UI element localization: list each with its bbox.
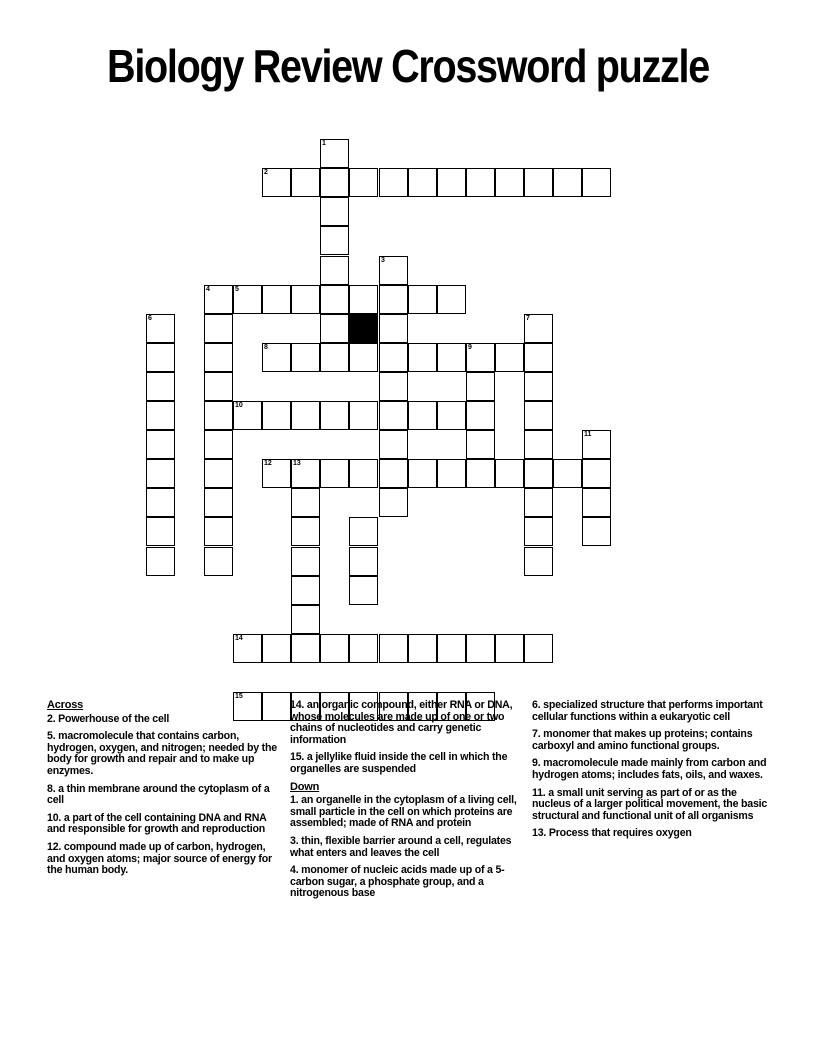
grid-cell[interactable] [524, 517, 553, 546]
grid-cell[interactable] [408, 459, 437, 488]
grid-cell[interactable] [582, 517, 611, 546]
clue-item-number: 11. [532, 786, 546, 799]
grid-cell[interactable] [320, 285, 349, 314]
grid-cell[interactable] [553, 459, 582, 488]
grid-cell[interactable] [524, 314, 553, 343]
grid-cell[interactable] [146, 314, 175, 343]
clue-item-text: a thin membrane around the cytoplasm of a cell [47, 782, 270, 807]
clue-item-text: thin, flexible barrier around a cell, regulates what enters and leaves the cell [290, 834, 512, 859]
grid-cell[interactable] [379, 343, 408, 372]
clue-number: 12 [264, 460, 272, 467]
grid-cell[interactable] [524, 168, 553, 197]
grid-cell[interactable] [408, 343, 437, 372]
grid-cell[interactable] [262, 168, 291, 197]
clue-item-number: 10. [47, 811, 62, 824]
grid-cell[interactable] [320, 314, 349, 343]
clue-item-number: 13. [532, 827, 547, 840]
grid-cell[interactable] [524, 459, 553, 488]
clue-item [532, 788, 768, 823]
grid-cell[interactable] [466, 430, 495, 459]
clue-item-text: Powerhouse of the cell [55, 712, 170, 725]
clue-item-text: macromolecule that contains carbon, hydrogen, oxygen, and nitrogen; needed by the body for growth and repair and to make up enzymes. [47, 730, 277, 777]
clue-item [290, 752, 526, 775]
grid-cell[interactable] [379, 401, 408, 430]
clue-item-text: a part of the cell containing DNA and RNA and responsible for growth and reproduction [47, 811, 267, 836]
grid-cell[interactable] [466, 634, 495, 663]
grid-cell[interactable] [291, 401, 320, 430]
clue-item [532, 828, 768, 840]
grid-cell[interactable] [437, 285, 466, 314]
grid-cell[interactable] [320, 343, 349, 372]
clue-item-text: monomer of nucleic acids made up of a 5-carbon sugar, a phosphate group, and a nitrogenous base [290, 864, 505, 900]
grid-cell[interactable] [466, 343, 495, 372]
grid-cell[interactable] [379, 256, 408, 285]
clue-item-number: 7. [532, 728, 541, 741]
clue-item-text: a small unit serving as part of or as the nucleus of a larger political movement, the basic structural and functional unit of all organisms [532, 786, 768, 822]
down-clue-list-continued [532, 700, 768, 840]
clue-item-text: Process that requires oxygen [546, 827, 692, 840]
clue-item-number: 12. [47, 840, 62, 853]
grid-cell[interactable] [582, 459, 611, 488]
grid-cell[interactable] [524, 430, 553, 459]
grid-cell[interactable] [320, 226, 349, 255]
clue-number: 1 [322, 140, 326, 147]
grid-cell[interactable] [437, 168, 466, 197]
clue-item-text: macromolecule made mainly from carbon and hydrogen atoms; includes fats, oils, and waxes. [532, 757, 767, 781]
grid-cell[interactable] [146, 547, 175, 576]
grid-cell[interactable] [320, 168, 349, 197]
grid-cell[interactable] [466, 401, 495, 430]
clue-number: 13 [293, 460, 301, 467]
grid-cell[interactable] [349, 547, 378, 576]
grid-cell[interactable] [379, 488, 408, 517]
clue-item [290, 700, 526, 746]
grid-cell[interactable] [262, 343, 291, 372]
clue-item [47, 784, 279, 807]
grid-cell[interactable] [320, 256, 349, 285]
grid-cell[interactable] [204, 285, 233, 314]
grid-cell[interactable] [320, 197, 349, 226]
grid-cell[interactable] [146, 459, 175, 488]
clue-number: 15 [235, 693, 243, 700]
grid-cell[interactable] [262, 401, 291, 430]
grid-cell[interactable] [379, 168, 408, 197]
grid-cell[interactable] [349, 634, 378, 663]
grid-cell[interactable] [349, 517, 378, 546]
grid-cell[interactable] [146, 343, 175, 372]
clue-item [290, 836, 526, 859]
grid-cell[interactable] [349, 285, 378, 314]
grid-cell[interactable] [262, 459, 291, 488]
grid-cell[interactable] [146, 488, 175, 517]
grid-cell[interactable] [408, 285, 437, 314]
grid-cell[interactable] [437, 634, 466, 663]
grid-cell[interactable] [379, 634, 408, 663]
clue-number: 5 [235, 286, 239, 293]
grid-cell[interactable] [524, 372, 553, 401]
grid-cell[interactable] [291, 634, 320, 663]
clue-item [47, 714, 279, 726]
grid-cell[interactable] [408, 168, 437, 197]
grid-cell[interactable] [204, 547, 233, 576]
grid-cell[interactable] [349, 459, 378, 488]
grid-cell[interactable] [204, 517, 233, 546]
clue-item [532, 758, 768, 781]
clue-number: 2 [264, 169, 268, 176]
grid-cell[interactable] [524, 547, 553, 576]
clue-item-number: 4. [290, 864, 299, 877]
grid-cell[interactable] [408, 401, 437, 430]
clue-number: 3 [381, 257, 385, 264]
down-clue-list [290, 795, 526, 900]
grid-cell[interactable] [379, 372, 408, 401]
down-heading: Down [290, 780, 320, 793]
grid-cell[interactable] [582, 168, 611, 197]
clue-item-number: 1. [290, 794, 299, 807]
across-clue-list [47, 714, 279, 877]
clue-item [47, 731, 279, 777]
grid-cell[interactable] [291, 168, 320, 197]
clues-column-1 [47, 700, 279, 883]
grid-cell[interactable] [582, 488, 611, 517]
grid-cell[interactable] [291, 576, 320, 605]
clue-item-number: 9. [532, 757, 541, 770]
clue-item [290, 795, 526, 830]
grid-cell[interactable] [349, 401, 378, 430]
grid-cell[interactable] [582, 430, 611, 459]
clue-number: 7 [526, 315, 530, 322]
across-clue-list-continued [290, 700, 526, 776]
clue-item [47, 813, 279, 836]
grid-cell[interactable] [233, 285, 262, 314]
clue-item-number: 3. [290, 834, 299, 847]
grid-cell[interactable] [524, 488, 553, 517]
grid-cell[interactable] [204, 372, 233, 401]
grid-cell[interactable] [262, 285, 291, 314]
grid-cell[interactable] [291, 343, 320, 372]
clue-item-text: specialized structure that performs important cellular functions within a eukaryotic cell [532, 699, 763, 723]
grid-cell[interactable] [379, 314, 408, 343]
clue-item-number: 8. [47, 782, 56, 795]
grid-cell[interactable] [524, 343, 553, 372]
grid-cell[interactable] [466, 168, 495, 197]
grid-cell[interactable] [320, 401, 349, 430]
page-title: Biology Review Crossword puzzle [107, 40, 709, 92]
grid-cell[interactable] [495, 343, 524, 372]
grid-cell[interactable] [466, 372, 495, 401]
grid-cell[interactable] [291, 285, 320, 314]
grid-cell[interactable] [320, 459, 349, 488]
grid-cell[interactable] [495, 634, 524, 663]
grid-cell[interactable] [320, 139, 349, 168]
grid-cell[interactable] [291, 488, 320, 517]
clue-item [532, 700, 768, 723]
grid-cell[interactable] [146, 372, 175, 401]
clue-item-text: monomer that makes up proteins; contains carboxyl and amino functional groups. [532, 728, 753, 752]
grid-block [349, 314, 378, 343]
grid-cell[interactable] [291, 517, 320, 546]
grid-cell[interactable] [495, 459, 524, 488]
grid-cell[interactable] [204, 314, 233, 343]
grid-cell[interactable] [466, 459, 495, 488]
clue-item-text: a jellylike fluid inside the cell in which the organelles are suspended [290, 751, 508, 775]
clues-column-3 [532, 700, 768, 846]
grid-cell[interactable] [204, 459, 233, 488]
grid-cell[interactable] [437, 459, 466, 488]
clue-number: 11 [584, 431, 592, 438]
grid-cell[interactable] [349, 576, 378, 605]
clue-item-number: 6. [532, 699, 541, 711]
grid-cell[interactable] [233, 634, 262, 663]
grid-cell[interactable] [437, 343, 466, 372]
grid-cell[interactable] [146, 401, 175, 430]
grid-cell[interactable] [262, 634, 291, 663]
clues-column-2 [290, 700, 526, 906]
grid-cell[interactable] [233, 401, 262, 430]
clue-item [47, 842, 279, 877]
grid-cell[interactable] [349, 343, 378, 372]
grid-cell[interactable] [495, 168, 524, 197]
clue-number: 9 [468, 344, 472, 351]
grid-cell[interactable] [204, 401, 233, 430]
clue-item-number: 5. [47, 730, 56, 743]
clue-item-text: an organic compound, either RNA or DNA, whose molecules are made up of one or two chains of nucleotides and carry genetic information [290, 699, 513, 746]
grid-cell[interactable] [437, 401, 466, 430]
clue-item [532, 729, 768, 752]
grid-cell[interactable] [408, 634, 437, 663]
clue-number: 10 [235, 402, 243, 409]
grid-cell[interactable] [204, 430, 233, 459]
grid-cell[interactable] [524, 401, 553, 430]
grid-cell[interactable] [146, 430, 175, 459]
grid-cell[interactable] [379, 459, 408, 488]
grid-cell[interactable] [320, 634, 349, 663]
clue-item-number: 2. [47, 712, 56, 725]
clue-number: 6 [148, 315, 152, 322]
clue-number: 14 [235, 635, 243, 642]
across-heading: Across [47, 699, 84, 711]
grid-cell[interactable] [379, 430, 408, 459]
grid-cell[interactable] [524, 634, 553, 663]
clue-item-number: 15. [290, 751, 305, 764]
clue-item-text: compound made up of carbon, hydrogen, and oxygen atoms; major source of energy for the human body. [47, 840, 272, 877]
grid-cell[interactable] [379, 285, 408, 314]
grid-cell[interactable] [204, 343, 233, 372]
clue-number: 8 [264, 344, 268, 351]
clue-item-text: an organelle in the cytoplasm of a living cell, small particle in the cell on which proteins are assembled; made of RNA and protein [290, 794, 517, 830]
grid-cell[interactable] [204, 488, 233, 517]
grid-cell[interactable] [553, 168, 582, 197]
clue-number: 4 [206, 286, 210, 293]
grid-cell[interactable] [146, 517, 175, 546]
grid-cell[interactable] [349, 168, 378, 197]
clue-item [290, 865, 526, 900]
grid-cell[interactable] [291, 547, 320, 576]
clue-item-number: 14. [290, 699, 305, 711]
grid-cell[interactable] [291, 605, 320, 634]
grid-cell[interactable] [291, 459, 320, 488]
